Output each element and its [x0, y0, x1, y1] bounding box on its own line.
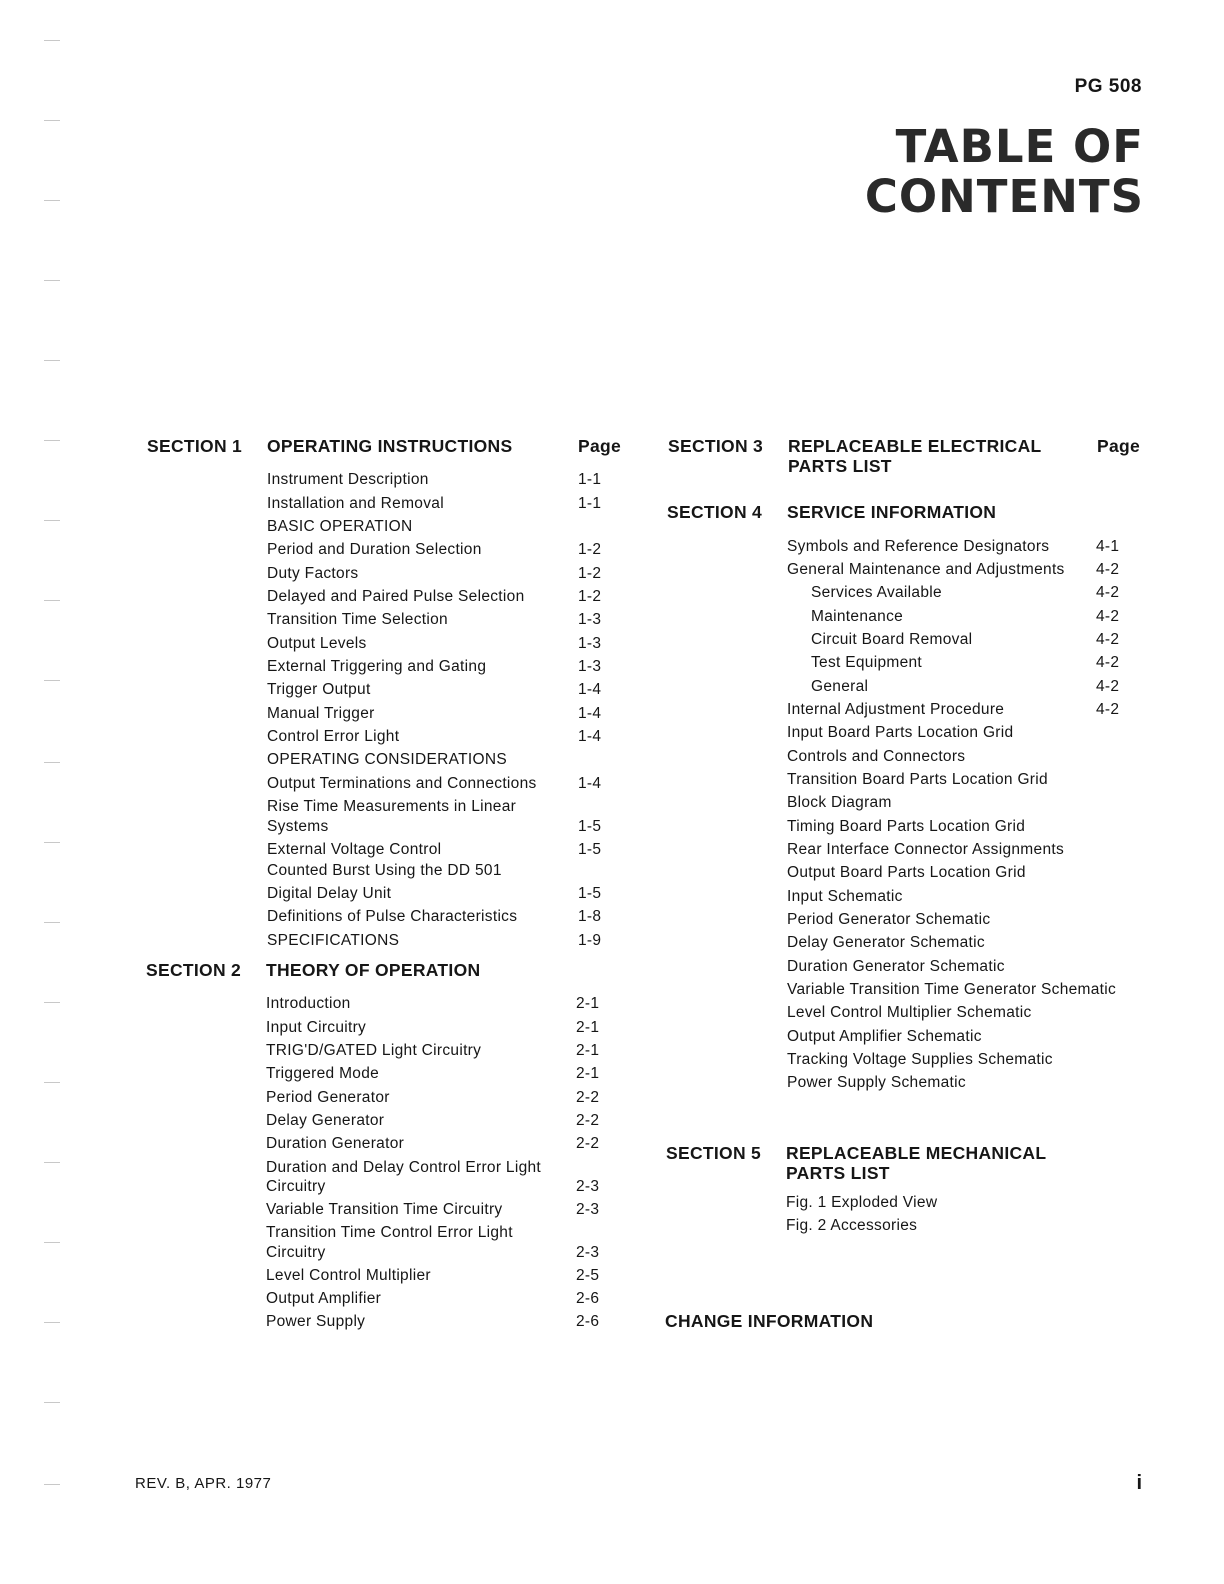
margin-tick	[44, 1082, 60, 1083]
margin-tick	[44, 120, 60, 121]
title-line-2: CONTENTS	[864, 170, 1144, 223]
margin-tick	[44, 280, 60, 281]
margin-tick	[44, 680, 60, 681]
margin-tick	[44, 1322, 60, 1323]
section-title	[786, 1143, 1046, 1183]
margin-tick	[44, 842, 60, 843]
revision-date: REV. B, APR. 1977	[135, 1475, 272, 1492]
margin-tick	[44, 520, 60, 521]
page-column-header: Page	[578, 436, 622, 456]
margin-tick	[44, 440, 60, 441]
section-number: SECTION 2	[146, 960, 242, 980]
margin-tick	[44, 1242, 60, 1243]
section-title-line-1: REPLACEABLE MECHANICAL	[786, 1143, 1047, 1163]
margin-tick	[44, 1402, 60, 1403]
page-title	[865, 122, 1144, 222]
section-title: THEORY OF OPERATION	[266, 960, 481, 980]
section-number: SECTION 1	[147, 436, 243, 456]
margin-tick	[44, 1162, 60, 1163]
change-information-heading: CHANGE INFORMATION	[665, 1311, 874, 1331]
page-number: i	[1136, 1472, 1142, 1494]
margin-tick	[44, 40, 60, 41]
margin-tick	[44, 922, 60, 923]
section-title: SERVICE INFORMATION	[787, 502, 997, 522]
section-number: SECTION 3	[668, 436, 764, 456]
section-title-line-2: PARTS LIST	[788, 456, 892, 476]
section-title-line-2: PARTS LIST	[786, 1163, 890, 1183]
section-title-line-1: REPLACEABLE ELECTRICAL	[788, 436, 1042, 456]
margin-tick	[44, 1002, 60, 1003]
model-number: PG 508	[1074, 76, 1142, 97]
margin-tick	[44, 600, 60, 601]
section-number: SECTION 4	[667, 502, 763, 522]
section-title: OPERATING INSTRUCTIONS	[267, 436, 513, 456]
margin-tick	[44, 1484, 60, 1485]
page-column-header: Page	[1097, 436, 1141, 456]
margin-tick	[44, 762, 60, 763]
margin-tick	[44, 200, 60, 201]
margin-tick	[44, 360, 60, 361]
title-line-1: TABLE OF	[895, 120, 1144, 173]
section-number: SECTION 5	[666, 1143, 762, 1163]
section-title	[788, 436, 1042, 476]
